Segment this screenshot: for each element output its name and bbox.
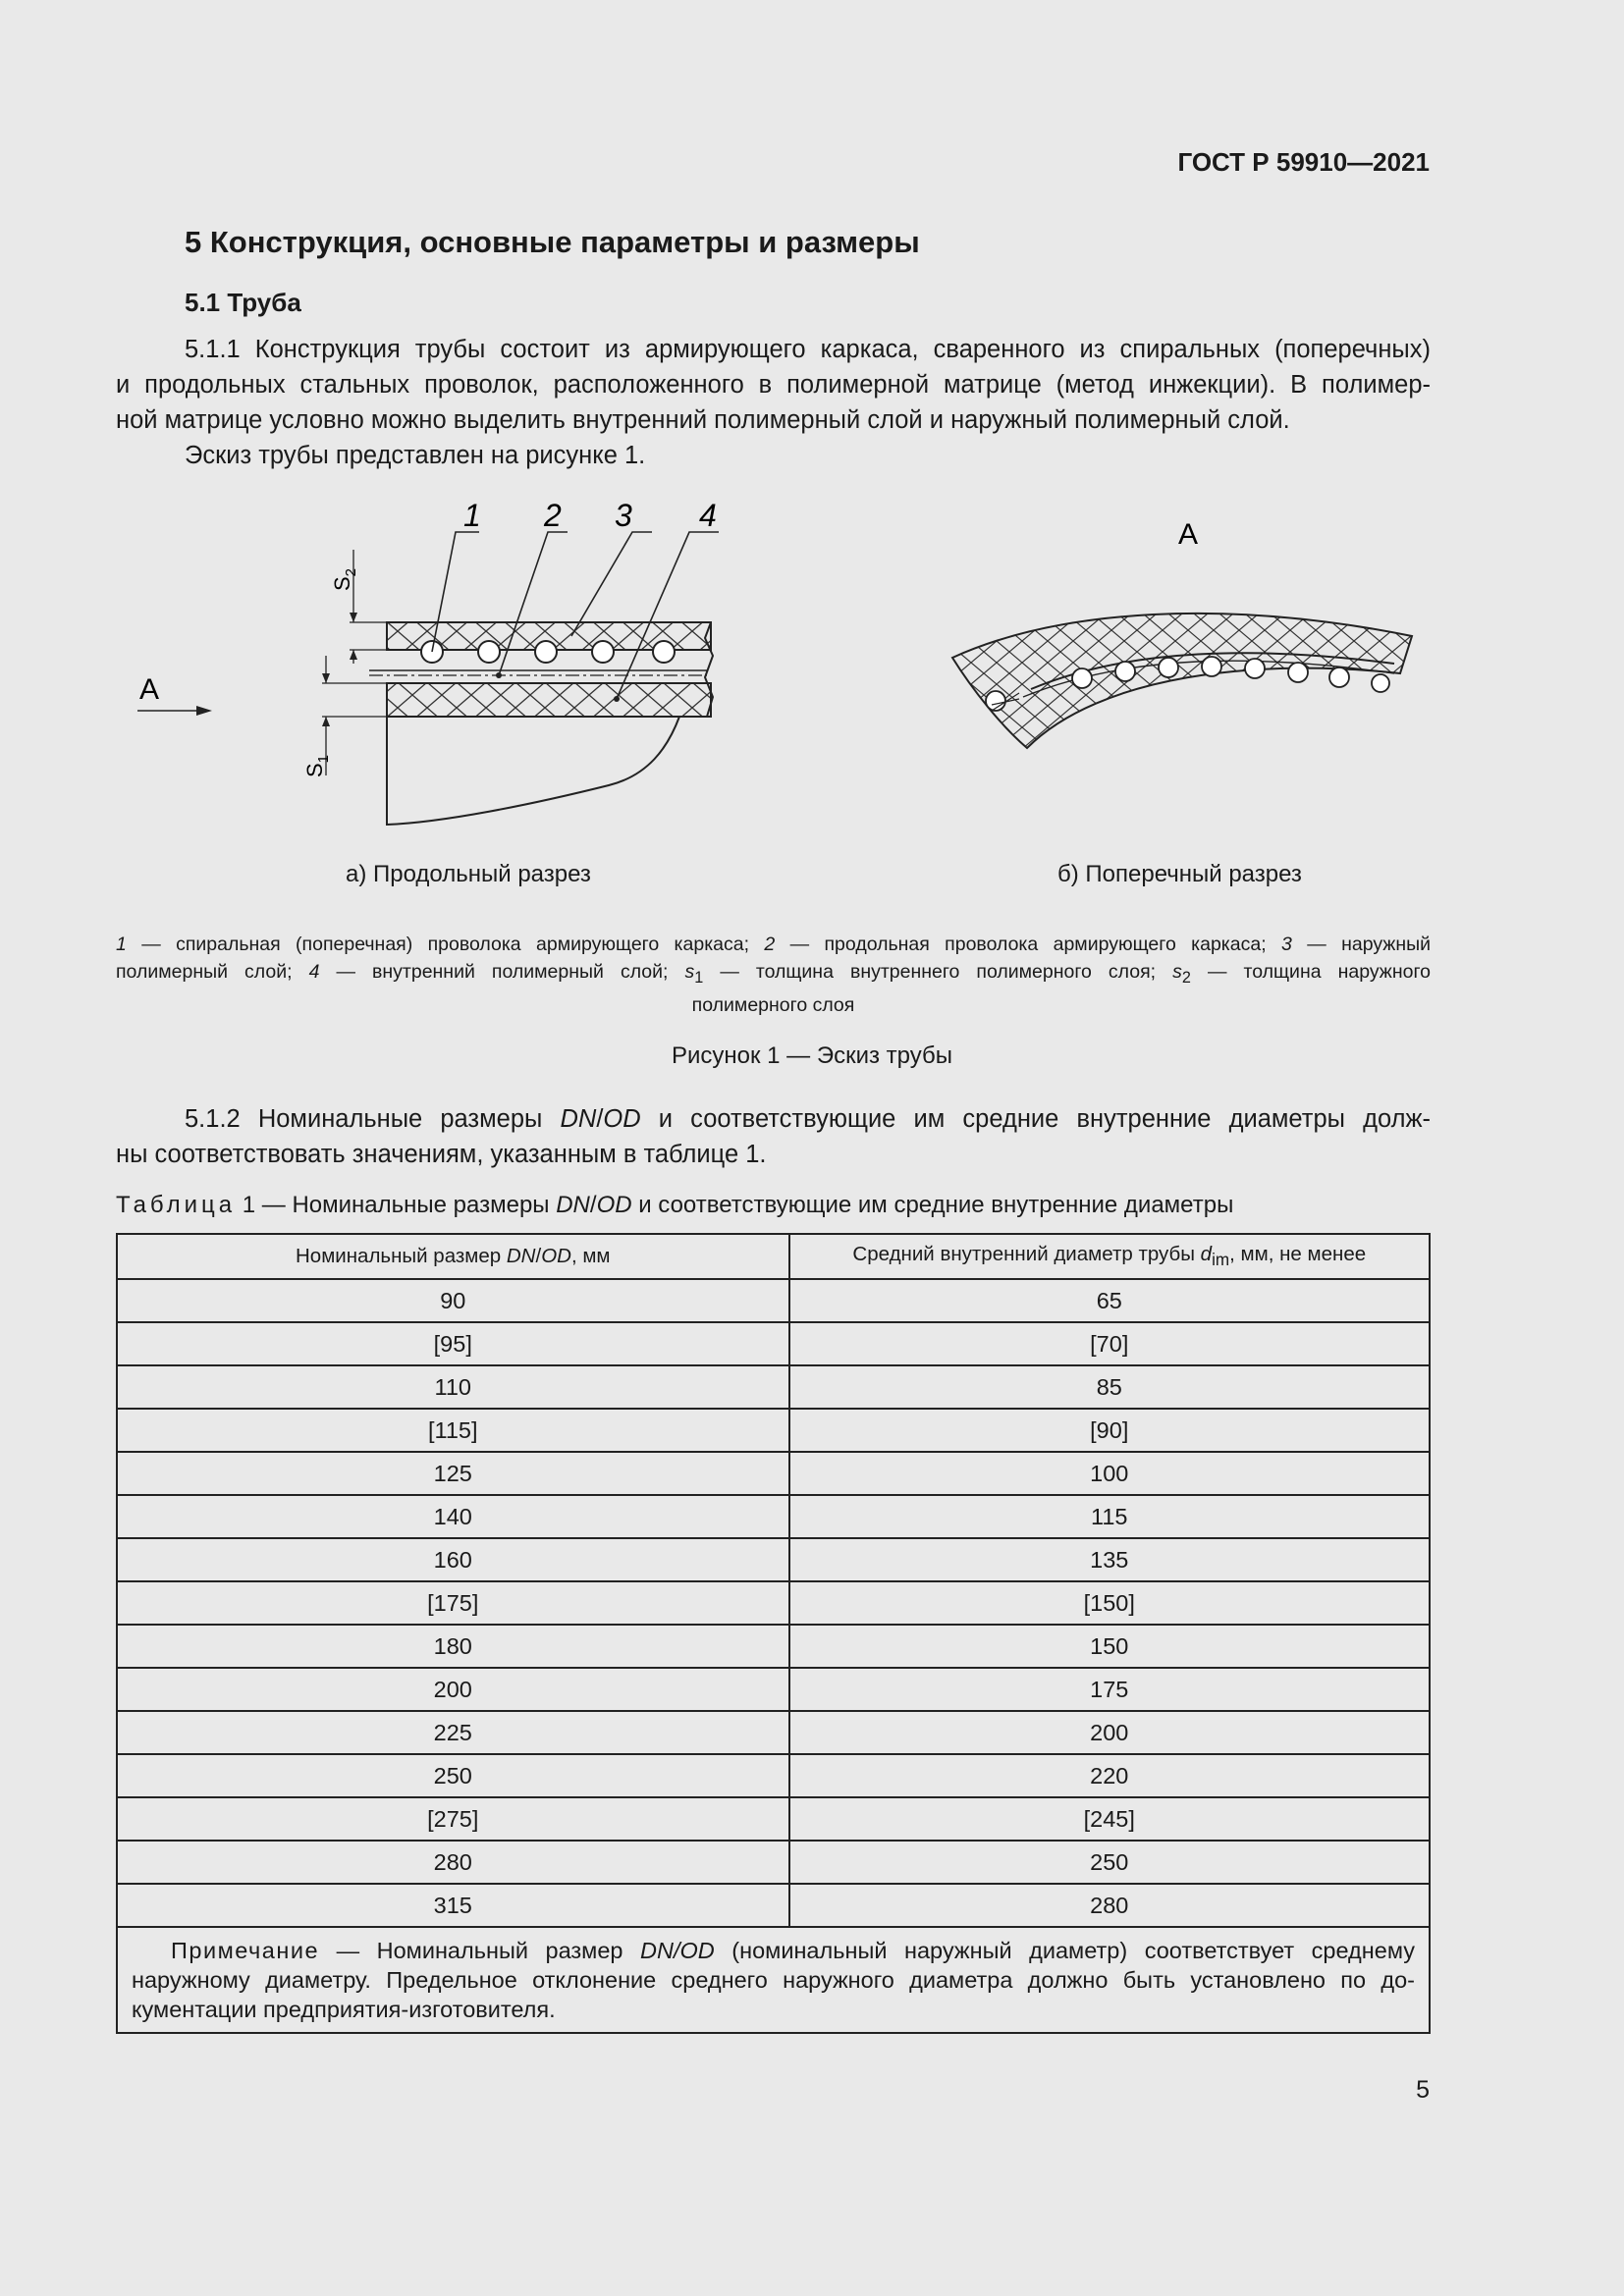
cell-inner-diameter: 65 xyxy=(789,1279,1430,1322)
callout-4: 4 xyxy=(699,498,717,533)
view-label: A xyxy=(1178,518,1199,551)
table-row xyxy=(117,1754,1430,1797)
cell-inner-diameter: 100 xyxy=(789,1452,1430,1495)
cell-nominal-size: 315 xyxy=(117,1884,789,1927)
table-header-row xyxy=(117,1234,1430,1279)
cell-inner-diameter: 280 xyxy=(789,1884,1430,1927)
cell-inner-diameter: 250 xyxy=(789,1841,1430,1884)
figure-caption-b: б) Поперечный разрез xyxy=(1057,861,1302,887)
document-code: ГОСТ Р 59910—2021 xyxy=(1177,147,1430,177)
table-note-row xyxy=(117,1927,1430,2033)
cell-nominal-size: 125 xyxy=(117,1452,789,1495)
figure-longitudinal-section xyxy=(118,491,746,844)
paragraph-5-1-1 xyxy=(116,332,1431,473)
cell-nominal-size: 140 xyxy=(117,1495,789,1538)
note-line-1: Примечание — Номинальный размер DN/OD (номинальный наружный диаметр) соответствует среднему xyxy=(171,1938,1415,1963)
cell-nominal-size: 225 xyxy=(117,1711,789,1754)
cell-nominal-size: 160 xyxy=(117,1538,789,1581)
cell-nominal-size: [95] xyxy=(117,1322,789,1365)
table-row xyxy=(117,1538,1430,1581)
table-title: Таблица 1 — Номинальные размеры DN/OD и соответствующие им средние внутренние диаметры xyxy=(116,1192,1234,1218)
svg-text:S1 xyxy=(302,755,332,777)
table-1 xyxy=(116,1233,1431,2034)
column-header-inner-diameter: Средний внутренний диаметр трубы $d_{im}$, мм, не менее xyxy=(789,1234,1430,1279)
table-row xyxy=(117,1279,1430,1322)
callout-1: 1 xyxy=(463,498,481,533)
cell-nominal-size: 250 xyxy=(117,1754,789,1797)
note-line-3: кументации предприятия-изготовителя. xyxy=(132,1997,556,2022)
text-line: ны соответствовать значениям, указанным в таблице 1. xyxy=(116,1141,767,1168)
cell-nominal-size: 200 xyxy=(117,1668,789,1711)
dimension-s2-label: S xyxy=(330,576,354,591)
cell-inner-diameter: 200 xyxy=(789,1711,1430,1754)
table-row xyxy=(117,1322,1430,1365)
figure-transverse-section xyxy=(933,501,1443,775)
text-line: и продольных стальных проволок, расположенного в полимерной матрице (метод инжекции). В полимер- xyxy=(116,371,1431,399)
table-row xyxy=(117,1409,1430,1452)
column-header-nominal-size: Номинальный размер DN/OD, мм xyxy=(117,1234,789,1279)
note-line-2: наружному диаметру. Предельное отклонение среднего наружного диаметра должно быть установлено по до- xyxy=(132,1967,1415,1993)
svg-text:S2 xyxy=(330,568,359,591)
cell-inner-diameter: [245] xyxy=(789,1797,1430,1841)
table-row xyxy=(117,1625,1430,1668)
cell-nominal-size: [115] xyxy=(117,1409,789,1452)
cell-nominal-size: 90 xyxy=(117,1279,789,1322)
text-line: 5.1.2 Номинальные размеры DN/OD и соответствующие им средние внутренние диаметры долж- xyxy=(185,1105,1432,1133)
cell-inner-diameter: 150 xyxy=(789,1625,1430,1668)
legend-line-1: 1 — спиральная (поперечная) проволока армирующего каркаса; 2 — продольная проволока армирующего каркаса; 3 — наружный xyxy=(116,934,1432,955)
figure-title: Рисунок 1 — Эскиз трубы xyxy=(671,1042,953,1069)
figure-caption-a: а) Продольный разрез xyxy=(346,861,591,887)
text-line: 5.1.1 Конструкция трубы состоит из армирующего каркаса, сваренного из спиральных (поперечных) xyxy=(185,336,1431,363)
table-row xyxy=(117,1841,1430,1884)
cell-inner-diameter: 135 xyxy=(789,1538,1430,1581)
callout-3: 3 xyxy=(615,498,632,533)
legend-line-2: полимерный слой; 4 — внутренний полимерный слой; $s_1$ — толщина внутреннего полимерного слоя; $s_2$ — толщина наружного xyxy=(116,961,1431,987)
callout-2: 2 xyxy=(544,498,562,533)
view-arrow-label: A xyxy=(139,673,160,706)
text-line: Эскиз трубы представлен на рисунке 1. xyxy=(185,442,646,469)
table-row xyxy=(117,1452,1430,1495)
figure-legend xyxy=(116,931,1431,1019)
table-row xyxy=(117,1365,1430,1409)
dimension-s1-label: S xyxy=(302,763,327,777)
cell-nominal-size: 180 xyxy=(117,1625,789,1668)
section-title: 5 Конструкция, основные параметры и размеры xyxy=(185,225,920,259)
cell-inner-diameter: [70] xyxy=(789,1322,1430,1365)
cell-inner-diameter: [90] xyxy=(789,1409,1430,1452)
subsection-title: 5.1 Труба xyxy=(185,288,301,317)
cell-inner-diameter: [150] xyxy=(789,1581,1430,1625)
table-row xyxy=(117,1797,1430,1841)
table-note xyxy=(117,1927,1430,2033)
table-row xyxy=(117,1668,1430,1711)
table-row xyxy=(117,1581,1430,1625)
cell-inner-diameter: 220 xyxy=(789,1754,1430,1797)
cell-nominal-size: [275] xyxy=(117,1797,789,1841)
paragraph-5-1-2 xyxy=(116,1101,1431,1172)
cell-inner-diameter: 175 xyxy=(789,1668,1430,1711)
cell-inner-diameter: 85 xyxy=(789,1365,1430,1409)
dimension-s2-subscript: 2 xyxy=(343,567,359,577)
cell-nominal-size: [175] xyxy=(117,1581,789,1625)
legend-line-3: полимерного слоя xyxy=(691,993,855,1016)
page-number: 5 xyxy=(1416,2076,1430,2104)
cell-nominal-size: 280 xyxy=(117,1841,789,1884)
table-row xyxy=(117,1495,1430,1538)
text-line: ной матрице условно можно выделить внутренний полимерный слой и наружный полимерный слой. xyxy=(116,406,1290,434)
cell-inner-diameter: 115 xyxy=(789,1495,1430,1538)
cell-nominal-size: 110 xyxy=(117,1365,789,1409)
table-row xyxy=(117,1711,1430,1754)
dimension-s1-subscript: 1 xyxy=(315,754,332,764)
table-row xyxy=(117,1884,1430,1927)
